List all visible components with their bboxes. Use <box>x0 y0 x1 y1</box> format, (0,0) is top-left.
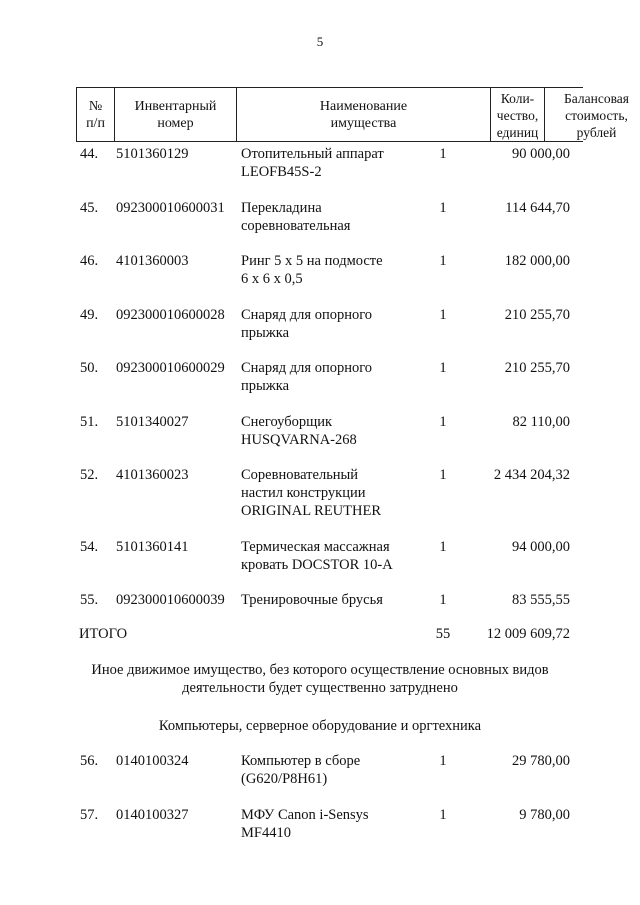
item-cost: 9 780,00 <box>519 807 570 823</box>
table-header <box>76 87 629 142</box>
item-name: Отопительный аппарат LEOFB45S-2 <box>241 146 384 180</box>
item-cost: 210 255,70 <box>504 360 570 376</box>
item-quantity: 1 <box>439 307 447 323</box>
row-number: 51. <box>80 414 99 430</box>
inventory-number: 0140100324 <box>116 753 189 769</box>
inventory-number: 092300010600039 <box>116 592 225 608</box>
inventory-number: 092300010600031 <box>116 200 225 216</box>
table-row <box>0 806 640 846</box>
row-number: 57. <box>80 807 99 823</box>
row-number: 55. <box>80 592 99 608</box>
item-quantity: 1 <box>439 146 447 162</box>
inventory-number: 4101360023 <box>116 467 189 483</box>
table-row <box>0 145 640 185</box>
row-number: 45. <box>80 200 99 216</box>
item-name: Тренировочные брусья <box>241 592 383 608</box>
item-name: Ринг 5 х 5 на подмосте 6 х 6 х 0,5 <box>241 253 383 287</box>
item-quantity: 1 <box>439 539 447 555</box>
item-name: Компьютер в сборе (G620/P8H61) <box>241 753 361 787</box>
row-number: 49. <box>80 307 99 323</box>
item-cost: 29 780,00 <box>512 753 570 769</box>
item-quantity: 1 <box>439 592 447 608</box>
inventory-number: 092300010600028 <box>116 307 225 323</box>
total-cost: 12 009 609,72 <box>486 626 570 642</box>
item-quantity: 1 <box>439 414 447 430</box>
row-number: 50. <box>80 360 99 376</box>
inventory-number: 4101360003 <box>116 253 189 269</box>
item-cost: 94 000,00 <box>512 539 570 555</box>
subsection-heading: Компьютеры, серверное оборудование и оргтехника <box>158 718 482 734</box>
item-quantity: 1 <box>439 467 447 483</box>
item-quantity: 1 <box>439 807 447 823</box>
header-cost: Балансовая стоимость, рублей <box>544 88 640 142</box>
item-name: Перекладина соревновательная <box>241 200 351 234</box>
row-number: 56. <box>80 753 99 769</box>
table-row <box>0 252 640 292</box>
item-cost: 2 434 204,32 <box>493 467 570 483</box>
inventory-number: 0140100327 <box>116 807 189 823</box>
inventory-number: 5101360129 <box>116 146 189 162</box>
item-name: Снегоуборщик HUSQVARNA-268 <box>241 414 357 448</box>
row-number: 52. <box>80 467 99 483</box>
item-cost: 90 000,00 <box>512 146 570 162</box>
table-row <box>0 199 640 239</box>
row-number: 44. <box>80 146 99 162</box>
item-quantity: 1 <box>439 360 447 376</box>
header-inventory: Инвентарный номер <box>114 88 236 142</box>
total-label: ИТОГО <box>79 626 128 642</box>
header-number: № п/п <box>76 88 114 142</box>
table-row <box>0 466 640 524</box>
table-row <box>0 306 640 346</box>
item-cost: 182 000,00 <box>504 253 570 269</box>
item-name: Снаряд для опорного прыжка <box>241 360 373 394</box>
item-name: МФУ Canon i-Sensys MF4410 <box>241 807 369 841</box>
table-row <box>0 413 640 453</box>
header-name: Наименование имущества <box>236 88 490 142</box>
item-cost: 82 110,00 <box>512 414 570 430</box>
table-row <box>0 538 640 578</box>
item-name: Снаряд для опорного прыжка <box>241 307 373 341</box>
row-number: 46. <box>80 253 99 269</box>
item-name: Соревновательный настил конструкции ORIGINAL REUTHER <box>241 467 382 519</box>
item-quantity: 1 <box>439 200 447 216</box>
item-quantity: 1 <box>439 753 447 769</box>
item-cost: 83 555,55 <box>512 592 570 608</box>
item-cost: 114 644,70 <box>505 200 570 216</box>
table-row <box>0 752 640 792</box>
row-number: 54. <box>80 539 99 555</box>
table-row <box>0 359 640 399</box>
item-cost: 210 255,70 <box>504 307 570 323</box>
header-quantity: Коли- чество, единиц <box>490 88 544 142</box>
item-quantity: 1 <box>439 253 447 269</box>
item-name: Термическая массажная кровать DOCSTOR 10-A <box>241 539 393 573</box>
inventory-number: 5101360141 <box>116 539 189 555</box>
page-number: 5 <box>316 34 324 49</box>
inventory-number: 092300010600029 <box>116 360 225 376</box>
inventory-number: 5101340027 <box>116 414 189 430</box>
total-row <box>0 625 640 645</box>
total-quantity: 55 <box>435 626 451 642</box>
table-row <box>0 591 640 613</box>
section-heading: Иное движимое имущество, без которого осуществление основных видов деятельности будет существенно затруднено <box>91 662 549 696</box>
